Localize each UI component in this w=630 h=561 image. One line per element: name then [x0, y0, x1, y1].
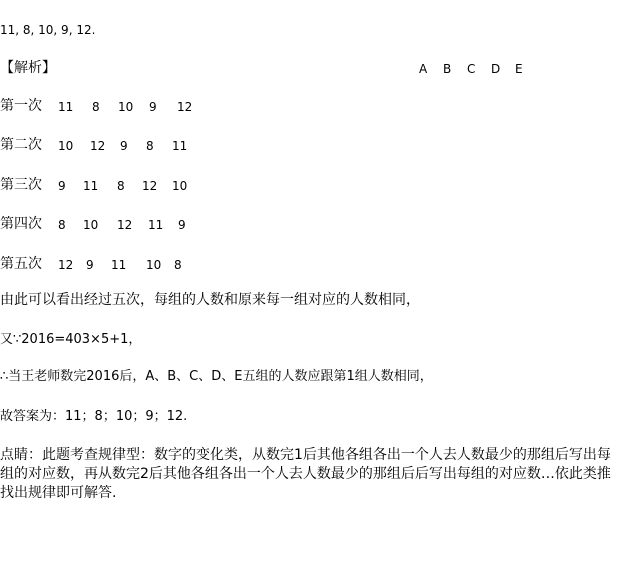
- round-value: 11: [148, 218, 164, 232]
- round-value: 8: [146, 139, 154, 153]
- round-label: 第四次: [0, 216, 42, 232]
- round-label: 第三次: [0, 177, 42, 193]
- analysis-heading: 【解析】: [0, 60, 56, 76]
- round-value: 10: [146, 258, 162, 272]
- column-letter-b: B: [443, 62, 452, 76]
- conclusion-text: 由此可以看出经过五次，每组的人数和原来每一组对应的人数相同，: [0, 292, 420, 308]
- round-value: 8: [92, 100, 100, 114]
- round-value: 9: [178, 218, 186, 232]
- because-line: 又∵2016=403×5+1，: [0, 332, 142, 347]
- round-value: 12: [142, 179, 158, 193]
- analysis-header-row: [0, 60, 630, 78]
- round-row: [0, 256, 630, 274]
- round-value: 12: [177, 100, 193, 114]
- round-row: [0, 137, 630, 155]
- round-label: 第一次: [0, 98, 42, 114]
- round-value: 12: [117, 218, 133, 232]
- round-row: [0, 177, 630, 195]
- therefore-line: ∴当王老师数完2016后，A、B、C、D、E五组的人数应跟第1组人数相同，: [0, 369, 433, 384]
- column-letter-c: C: [467, 62, 476, 76]
- round-row: [0, 98, 630, 116]
- round-value: 11: [111, 258, 127, 272]
- round-value: 12: [90, 139, 106, 153]
- top-answer-line: 11, 8, 10, 9, 12.: [0, 23, 96, 37]
- round-value: 11: [172, 139, 188, 153]
- round-value: 9: [149, 100, 157, 114]
- round-label: 第五次: [0, 256, 42, 272]
- round-value: 8: [58, 218, 66, 232]
- column-letters: [419, 62, 539, 76]
- round-value: 8: [117, 179, 125, 193]
- round-value: 9: [120, 139, 128, 153]
- round-label: 第二次: [0, 137, 42, 153]
- round-value: 10: [172, 179, 188, 193]
- round-value: 10: [118, 100, 134, 114]
- column-letter-d: D: [491, 62, 501, 76]
- round-value: 11: [58, 100, 74, 114]
- round-value: 12: [58, 258, 74, 272]
- column-letter-a: A: [419, 62, 428, 76]
- column-letter-e: E: [515, 62, 523, 76]
- round-value: 10: [58, 139, 74, 153]
- answer-line: 故答案为：11；8；10；9；12.: [0, 409, 188, 424]
- comment-paragraph: 点睛：此题考查规律型：数字的变化类，从数完1后其他各组各出一个人去人数最少的那组后写出每组的对应数，再从数完2后其他各组各出一个人去人数最少的那组后后写出每组的对应数…依此类推找出规律即可解答.: [0, 447, 611, 501]
- round-value: 8: [174, 258, 182, 272]
- round-row: [0, 216, 630, 234]
- round-value: 9: [58, 179, 66, 193]
- round-value: 10: [83, 218, 99, 232]
- round-value: 9: [86, 258, 94, 272]
- round-value: 11: [83, 179, 99, 193]
